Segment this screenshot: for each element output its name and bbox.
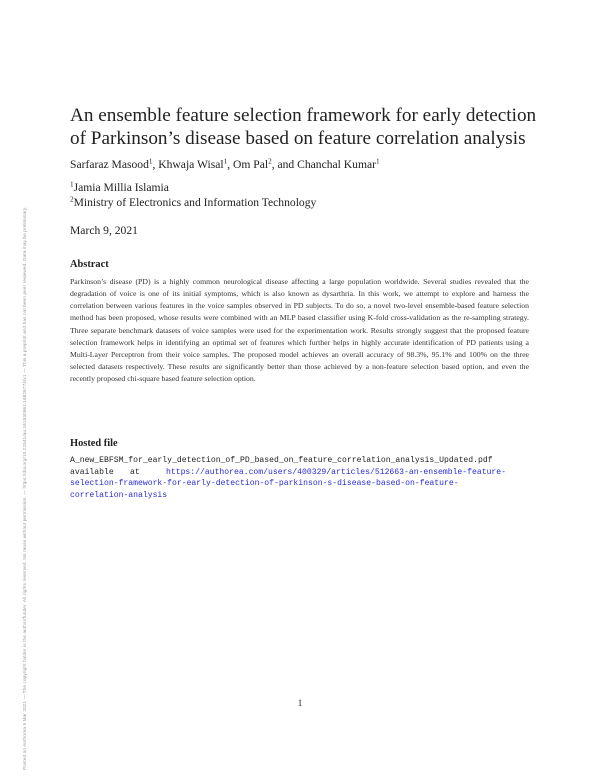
paper-title: An ensemble feature selection framework for early detection of Parkinson’s disease based on feature correlation analysis <box>70 105 537 149</box>
margin-note: Posted on Authorea 9 Mar 2021 — The copyright holder is the author/funder. All rights reserved. No reuse without permission. — https://doi.org/10.22541/au.161530961.16826774/v1 — This a preprint and has not been peer reviewed. Data may be preliminary. <box>22 206 27 770</box>
author-separator: , and <box>271 158 298 171</box>
hosted-file-block <box>70 455 532 501</box>
affiliation-name: Jamia Millia Islamia <box>73 181 169 194</box>
author-affil-mark: 1 <box>148 157 153 166</box>
publication-date: March 9, 2021 <box>70 224 138 237</box>
author-name: Om Pal <box>232 158 269 171</box>
author-name: Sarfaraz Masood <box>70 158 149 171</box>
author-affil-mark: 2 <box>268 157 272 166</box>
affiliation-number: 2 <box>70 195 74 204</box>
affiliation <box>70 181 540 194</box>
author-separator: , <box>152 158 159 171</box>
hosted-file-heading: Hosted file <box>70 438 118 449</box>
available-label: available <box>70 467 114 477</box>
author-name: Khwaja Wisal <box>158 158 224 171</box>
author-name: Chanchal Kumar <box>297 158 376 171</box>
page-number: 1 <box>297 698 303 708</box>
affiliation-name: Ministry of Electronics and Information Technology <box>73 196 317 209</box>
hosted-filename: A_new_EBFSM_for_early_detection_of_PD_based_on_feature_correlation_analysis_Updated.pdf <box>70 456 493 465</box>
available-at-row <box>70 467 532 479</box>
authors <box>70 158 540 172</box>
author-separator: , <box>227 158 233 171</box>
hosted-file-link[interactable]: selection-framework-for-early-detection-of-parkinson-s-disease-based-on-feature- <box>70 479 459 489</box>
author-affil-mark: 1 <box>223 157 228 166</box>
hosted-file-link[interactable]: https://authorea.com/users/400329/articles/512663-an-ensemble-feature- <box>166 467 506 477</box>
at-label: at <box>130 467 140 477</box>
affiliation <box>70 196 540 209</box>
affiliation-number: 1 <box>70 180 74 189</box>
author-affil-mark: 1 <box>376 157 380 166</box>
abstract-text: Parkinson’s disease (PD) is a highly common neurological disease affecting a large population worldwide. Several studies revealed that the degradation of voice is one of its initial symptoms, which is also known as dysarthria. In this work, we attempt to explore and harness the correlation between various features in the voice samples observed in PD subjects. To do so, a novel two-level ensemble-based feature selection method has been proposed, whose results were combined with an MLP based classifier using K-fold cross-validation as the re-sampling strategy. Three separate benchmark datasets of voice samples were used for the experimentation work. Results strongly suggest that the proposed feature selection framework helps in identifying an optimal set of features which further helps in highly accurate identification of PD patients using a Multi-Layer Perceptron from their voice samples. The proposed model achieves an overall accuracy of 98.3%, 95.1% and 100% on the three selected datasets respectively. These results are significantly better than those achieved by a non-feature selection based option, and even the recently proposed chi-square based feature selection option. <box>70 277 529 384</box>
hosted-file-link[interactable]: correlation-analysis <box>70 490 168 500</box>
abstract-heading: Abstract <box>70 259 109 270</box>
